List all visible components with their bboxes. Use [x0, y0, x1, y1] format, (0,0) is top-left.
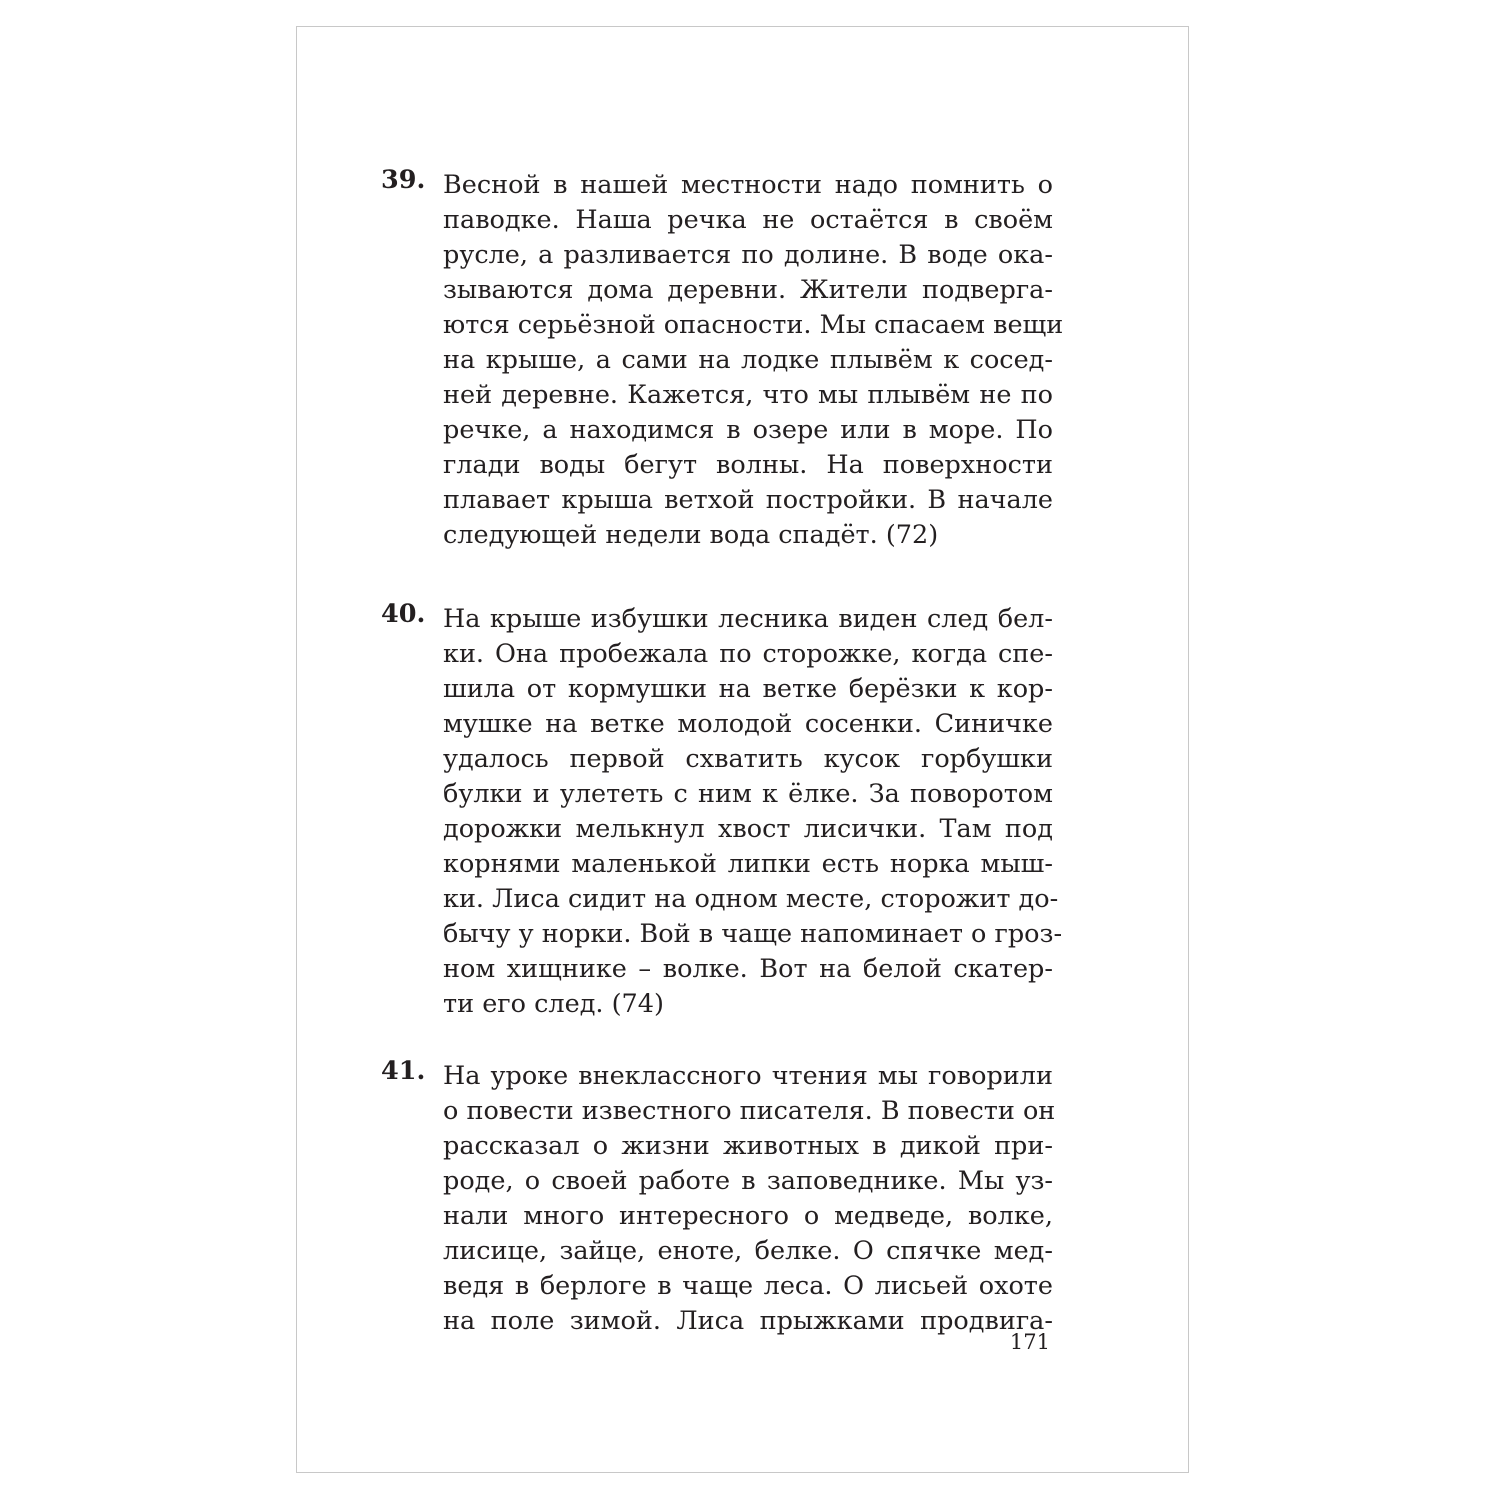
text-line: булки и улететь с ним к ёлке. За поворотом [443, 779, 1053, 809]
text-line: зываются дома деревни. Жители подверга- [443, 275, 1053, 305]
text-line: ти его след. (74) [443, 989, 664, 1019]
text-line: бычу у норки. Вой в чаще напоминает о гроз- [443, 919, 1063, 949]
text-line: плавает крыша ветхой постройки. В начале [443, 485, 1053, 515]
text-line: на крыше, а сами на лодке плывём к сосед- [443, 345, 1053, 375]
text-line: дорожки мелькнул хвост лисички. Там под [443, 814, 1053, 844]
text-line: корнями маленькой липки есть норка мыш- [443, 849, 1053, 879]
text-line: нали много интересного о медведе, волке, [443, 1201, 1053, 1231]
text-line: речке, а находимся в озере или в море. По [443, 415, 1053, 445]
dictation-number: 39. [381, 165, 426, 195]
book-page [296, 26, 1189, 1473]
text-line: ном хищнике – волке. Вот на белой скатер- [443, 954, 1053, 984]
text-line: ки. Она пробежала по сторожке, когда спе- [443, 639, 1053, 669]
dictation-number: 41. [381, 1056, 426, 1086]
text-line: следующей недели вода спадёт. (72) [443, 520, 939, 550]
text-line: роде, о своей работе в заповеднике. Мы уз- [443, 1166, 1053, 1196]
text-line: ются серьёзной опасности. Мы спасаем вещи [443, 310, 1064, 340]
text-line: о повести известного писателя. В повести он [443, 1096, 1056, 1126]
text-line: шила от кормушки на ветке берёзки к кор- [443, 674, 1053, 704]
text-line: Весной в нашей местности надо помнить о [443, 170, 1053, 200]
text-line: глади воды бегут волны. На поверхности [443, 450, 1053, 480]
text-line: На крыше избушки лесника виден след бел- [443, 604, 1053, 634]
text-line: паводке. Наша речка не остаётся в своём [443, 205, 1053, 235]
text-line: На уроке внеклассного чтения мы говорили [443, 1061, 1053, 1091]
text-line: ней деревне. Кажется, что мы плывём не по [443, 380, 1053, 410]
text-line: удалось первой схватить кусок горбушки [443, 744, 1053, 774]
text-line: ки. Лиса сидит на одном месте, сторожит до- [443, 884, 1059, 914]
text-line: русле, а разливается по долине. В воде ока- [443, 240, 1053, 270]
dictation-number: 40. [381, 599, 426, 629]
text-line: ведя в берлоге в чаще леса. О лисьей охоте [443, 1271, 1053, 1301]
text-line: мушке на ветке молодой сосенки. Синичке [443, 709, 1053, 739]
text-line: на поле зимой. Лиса прыжками продвига- [443, 1306, 1053, 1336]
page-number: 171 [1009, 1330, 1050, 1354]
text-line: лисице, зайце, еноте, белке. О спячке мед- [443, 1236, 1053, 1266]
text-line: рассказал о жизни животных в дикой при- [443, 1131, 1053, 1161]
